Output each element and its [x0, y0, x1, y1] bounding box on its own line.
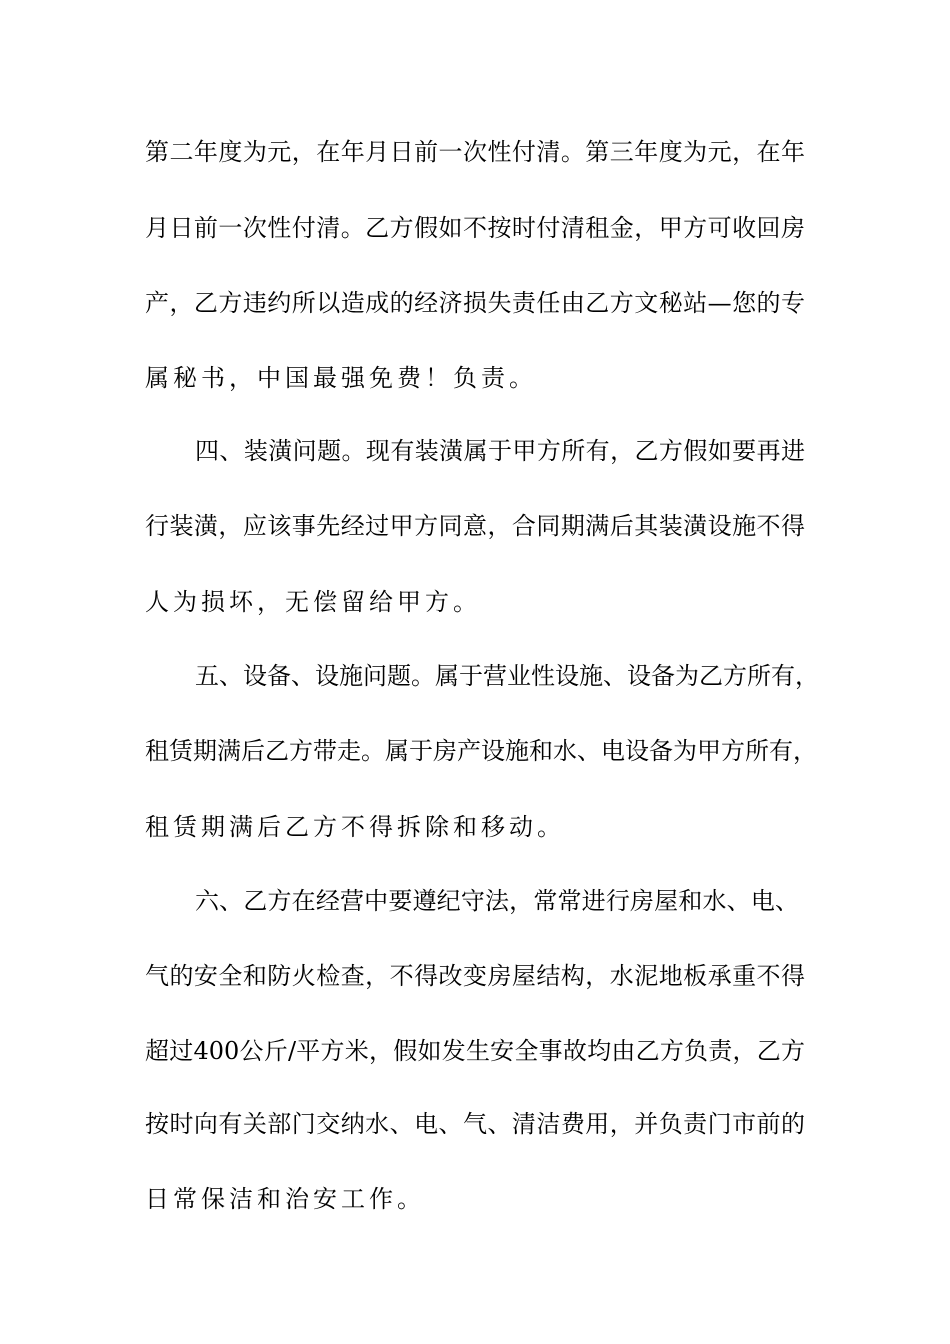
text-line: 人为损坏，无偿留给甲方。 [145, 588, 481, 616]
text-line: 属秘书，中国最强免费！负责。 [145, 364, 537, 392]
text-line: 超过400公斤/平方米，假如发生安全事故均由乙方负责，乙方 [145, 1037, 805, 1065]
text-line: 第二年度为元，在年月日前一次性付清。第三年度为元，在年 [145, 138, 805, 166]
paragraph-first-line: 五、设备、设施问题。属于营业性设施、设备为乙方所有， [195, 662, 819, 690]
text-line: 月日前一次性付清。乙方假如不按时付清租金，甲方可收回房 [145, 214, 805, 242]
text-line: 按时向有关部门交纳水、电、气、清洁费用，并负责门市前的 [145, 1110, 805, 1138]
text-line: 气的安全和防火检查，不得改变房屋结构，水泥地板承重不得 [145, 962, 805, 990]
text-line: 租赁期满后乙方不得拆除和移动。 [145, 813, 565, 841]
paragraph-first-line: 六、乙方在经营中要遵纪守法，常常进行房屋和水、电、 [195, 887, 799, 915]
text-line: 租赁期满后乙方带走。属于房产设施和水、电设备为甲方所有， [145, 737, 817, 765]
text-line: 日常保洁和治安工作。 [145, 1185, 425, 1213]
text-line: 产，乙方违约所以造成的经济损失责任由乙方文秘站—您的专 [145, 289, 805, 317]
paragraph-first-line: 四、装潢问题。现有装潢属于甲方所有，乙方假如要再进 [195, 437, 805, 465]
text-line: 行装潢，应该事先经过甲方同意，合同期满后其装潢设施不得 [145, 512, 805, 540]
